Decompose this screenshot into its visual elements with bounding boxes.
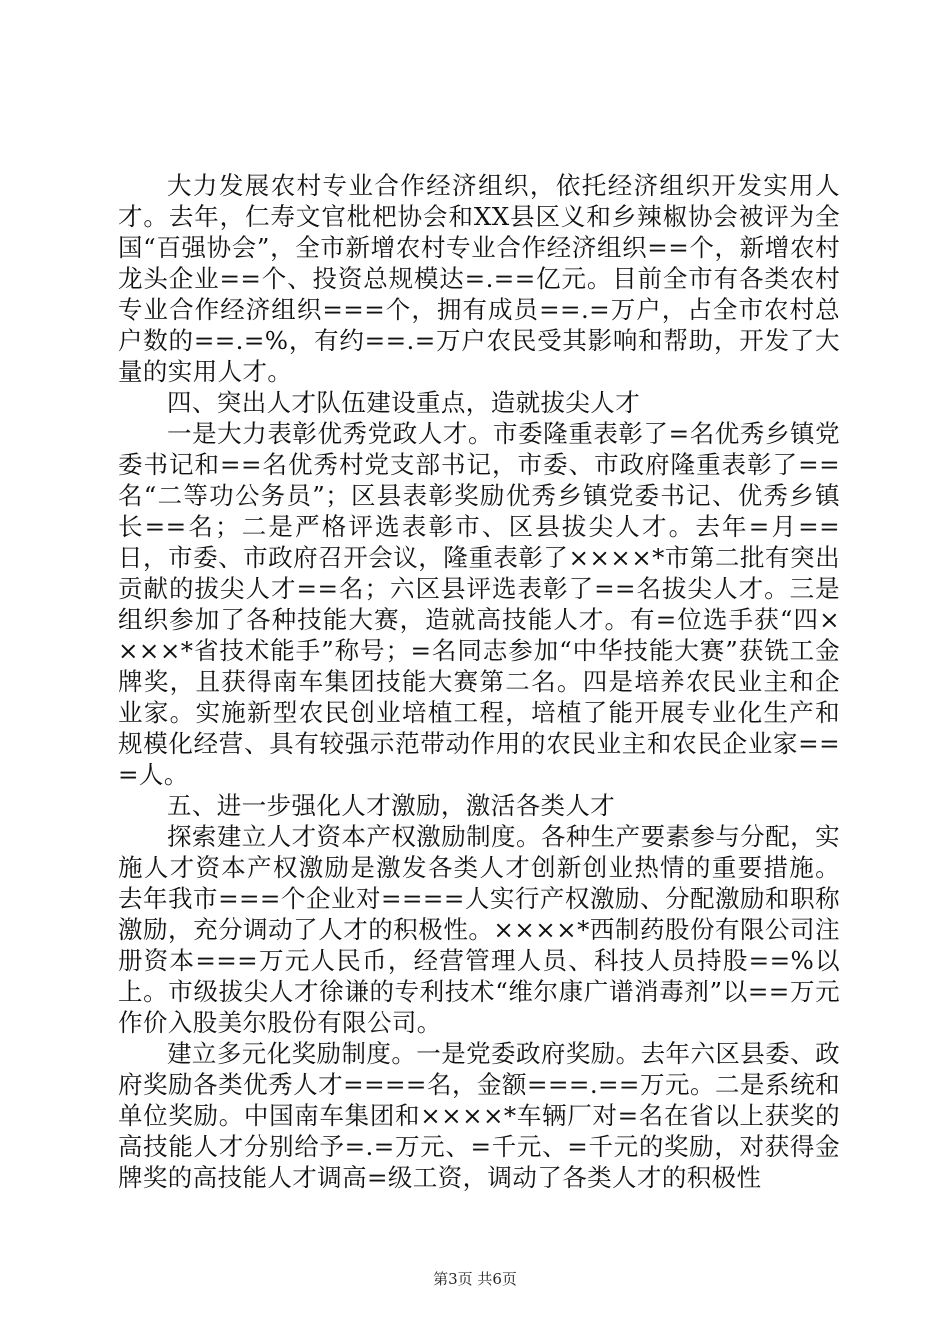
paragraph-talent-commendation: 一是大力表彰优秀党政人才。市委隆重表彰了=名优秀乡镇党委书记和==名优秀村党支部书记，市委、市政府隆重表彰了==名“二等功公务员”；区县表彰奖励优秀乡镇党委书记、优秀乡镇长==名；二是严格评选表彰市、区县拔尖人才。去年=月==日，市委、市政府召开会议，隆重表彰了××××*市第二批有突出贡献的拔尖人才==名；六区县评选表彰了==名拔尖人才。三是组织参加了各种技能大赛，造就高技能人才。有=位选手获“四××××*省技术能手”称号；=名同志参加“中华技能大赛”获铣工金牌奖，且获得南车集团技能大赛第二名。四是培养农民业主和企业家。实施新型农民创业培植工程，培植了能开展专业化生产和规模化经营、具有较强示范带动作用的农民业主和农民企业家===人。	[118, 419, 840, 789]
section-heading-5: 五、进一步强化人才激励，激活各类人才	[167, 791, 616, 820]
document-body	[118, 170, 840, 1193]
paragraph-reward-system: 建立多元化奖励制度。一是党委政府奖励。去年六区县委、政府奖励各类优秀人才====名，金额===.==万元。二是系统和单位奖励。中国南车集团和××××*车辆厂对=名在省以上获奖的高技能人才分别给予=.=万元、=千元、=千元的奖励，对获得金牌奖的高技能人才调高=级工资，调动了各类人才的积极性	[118, 1039, 840, 1192]
section-heading-4: 四、突出人才队伍建设重点，造就拔尖人才	[167, 388, 641, 417]
page-number-footer: 第3页 共6页	[433, 1270, 517, 1288]
paragraph-equity-incentives: 探索建立人才资本产权激励制度。各种生产要素参与分配，实施人才资本产权激励是激发各类人才创新创业热情的重要措施。去年我市===个企业对====人实行产权激励、分配激励和职称激励，充分调动了人才的积极性。××××*西制药股份有限公司注册资本===万元人民币，经营管理人员、科技人员持股==%以上。市级拔尖人才徐谦的专利技术“维尔康广谱消毒剂”以==万元作价入股美尔股份有限公司。	[118, 822, 840, 1037]
paragraph-rural-cooperatives: 大力发展农村专业合作经济组织，依托经济组织开发实用人才。去年，仁寿文官枇杷协会和XX县区义和乡辣椒协会被评为全国“百强协会”，全市新增农村专业合作经济组织==个，新增农村龙头企业==个、投资总规模达=.==亿元。目前全市有各类农村专业合作经济组织===个，拥有成员==.=万户，占全市农村总户数的==.=%，有约==.=万户农民受其影响和帮助，开发了大量的实用人才。	[118, 171, 840, 386]
